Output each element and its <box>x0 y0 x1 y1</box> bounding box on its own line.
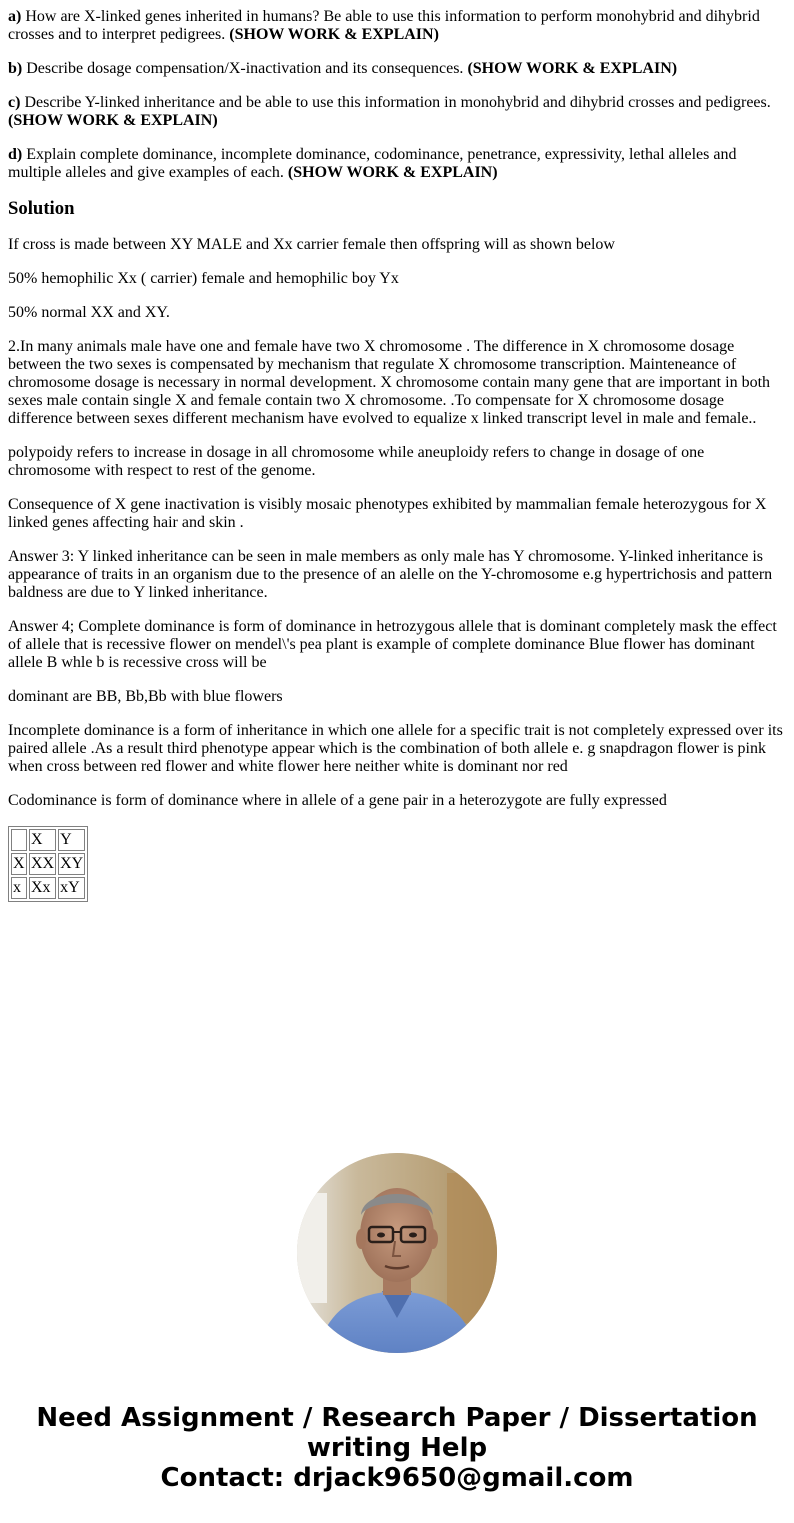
question-a <box>8 8 786 44</box>
question-emphasis: (SHOW WORK & EXPLAIN) <box>8 112 218 129</box>
question-letter: a) <box>8 8 22 25</box>
question-d <box>8 146 786 182</box>
footer-line: Need Assignment / Research Paper / Dissertation <box>36 1403 758 1433</box>
solution-paragraph: Incomplete dominance is a form of inheritance in which one allele for a specific trait is not completely expressed over its paired allele .As a result third phenotype appear which is the combination of both allele e. g snapdragon flower is pink when cross between red flower and white flower here neither white is dominant nor red <box>8 722 783 775</box>
table-cell: XY <box>58 853 85 875</box>
punnett-square <box>8 826 88 902</box>
question-emphasis: (SHOW WORK & EXPLAIN) <box>229 26 439 43</box>
solution-paragraph: dominant are BB, Bb,Bb with blue flowers <box>8 688 283 705</box>
table-cell: Y <box>58 829 85 851</box>
question-emphasis: (SHOW WORK & EXPLAIN) <box>287 164 498 181</box>
solution-paragraph: Answer 3: Y linked inheritance can be seen in male members as only male has Y chromosome. Y-linked inheritance is appearance of traits in an organism due to the presence of an alelle on the Y-chromosome e.g hypertrichosis and pattern baldness are due to Y linked inheritance. <box>8 548 773 601</box>
table-cell: xY <box>58 877 85 899</box>
table-row <box>11 829 85 851</box>
question-c <box>8 94 786 130</box>
table-cell <box>11 829 27 851</box>
table-cell: Xx <box>29 877 56 899</box>
question-text: Describe Y-linked inheritance and be able to use this information in monohybrid and dihybrid crosses and pedigrees. <box>20 94 771 111</box>
solution-paragraph: 50% normal XX and XY. <box>8 304 170 321</box>
table-row <box>11 877 85 899</box>
solution-heading: Solution <box>8 198 75 219</box>
author-portrait <box>297 1153 497 1353</box>
footer-promo <box>0 1403 794 1493</box>
question-emphasis: (SHOW WORK & EXPLAIN) <box>467 60 678 77</box>
author-avatar <box>297 1153 497 1353</box>
question-b <box>8 60 786 78</box>
question-letter: b) <box>8 60 23 77</box>
question-text: Describe dosage compensation/X-inactivation and its consequences. <box>22 60 468 77</box>
solution-paragraph: Consequence of X gene inactivation is visibly mosaic phenotypes exhibited by mammalian female heterozygous for X linked genes affecting hair and skin . <box>8 496 767 531</box>
document-content <box>8 8 786 902</box>
solution-paragraph: 2.In many animals male have one and female have two X chromosome . The difference in X chromosome dosage between the two sexes is compensated by mechanism that regulate X chromosome transcription. Mainteneance of chromosome dosage is necessary in normal development. X chromosome contain many gene that are important in both sexes male contain single X and female contain two X chromosome. .To compensate for X chromosome dosage difference between sexes different mechanism have evolved to equalize x linked transcript level in male and female.. <box>8 338 771 427</box>
solution-paragraph: Codominance is form of dominance where in allele of a gene pair in a heterozygote are fully expressed <box>8 792 667 809</box>
solution-paragraph: polypoidy refers to increase in dosage in all chromosome while aneuploidy refers to change in dosage of one chromosome with respect to rest of the genome. <box>8 444 705 479</box>
question-letter: d) <box>8 146 23 163</box>
table-cell: XX <box>29 853 56 875</box>
table-cell: x <box>11 877 27 899</box>
footer-line: writing Help <box>306 1433 488 1463</box>
question-letter: c) <box>8 94 21 111</box>
question-text: Explain complete dominance, incomplete dominance, codominance, penetrance, expressivity, lethal alleles and multiple alleles and give examples of each. <box>8 146 737 181</box>
table-cell: X <box>11 853 27 875</box>
table-row <box>11 853 85 875</box>
solution-paragraph: If cross is made between XY MALE and Xx carrier female then offspring will as shown below <box>8 236 615 253</box>
solution-paragraph: 50% hemophilic Xx ( carrier) female and hemophilic boy Yx <box>8 270 399 287</box>
solution-paragraph: Answer 4; Complete dominance is form of dominance in hetrozygous allele that is dominant completely mask the effect of allele that is recessive flower on mendel\'s pea plant is example of complete dominance Blue flower has dominant allele B whle b is recessive cross will be <box>8 618 777 671</box>
table-cell: X <box>29 829 56 851</box>
question-text: How are X-linked genes inherited in humans? Be able to use this information to perform monohybrid and dihybrid crosses and to interpret pedigrees. <box>8 8 760 43</box>
footer-contact: Contact: drjack9650@gmail.com <box>160 1463 634 1493</box>
